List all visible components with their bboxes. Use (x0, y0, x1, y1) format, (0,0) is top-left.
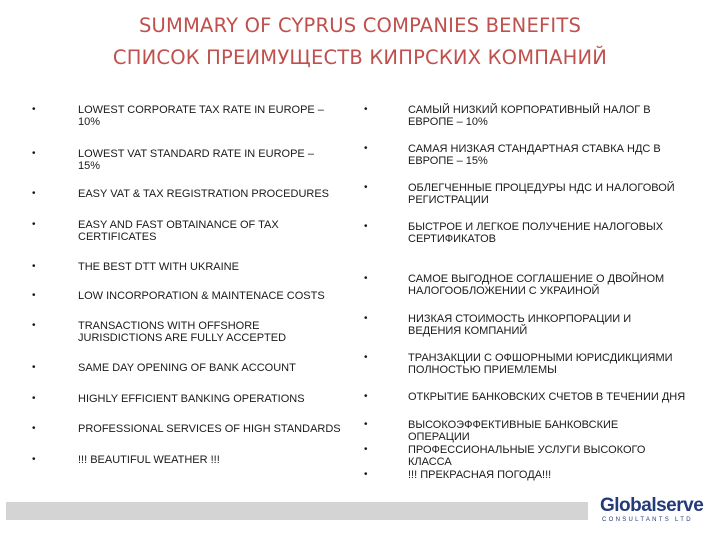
bullet: • (32, 290, 36, 301)
company-logo (600, 495, 712, 525)
page-title-russian: СПИСОК ПРЕИМУЩЕСТВ КИПРСКИХ КОМПАНИЙ (112, 46, 608, 69)
bullet: • (364, 221, 368, 232)
page-title-english: SUMMARY OF CYPRUS COMPANIES BENEFITS (138, 14, 582, 37)
bullet: • (364, 143, 368, 154)
bullet: • (32, 188, 36, 199)
footer-bar (6, 502, 588, 520)
bullet: • (32, 362, 36, 373)
logo-wordmark: Globalserve (600, 495, 704, 516)
bullet: • (364, 469, 368, 480)
bullet: • (364, 352, 368, 363)
bullet: • (364, 182, 368, 193)
bullet: • (32, 219, 36, 230)
bullet: • (32, 261, 36, 272)
bullet: • (32, 104, 36, 115)
bullet: • (32, 393, 36, 404)
bullet: • (364, 273, 368, 284)
logo-subtitle: CONSULTANTS LTD (602, 517, 693, 523)
bullet: • (32, 320, 36, 331)
bullet: • (32, 423, 36, 434)
bullet: • (364, 313, 368, 324)
bullet: • (32, 148, 36, 159)
bullet: • (364, 104, 368, 115)
bullet: • (364, 391, 368, 402)
bullet: • (364, 444, 368, 455)
bullet: • (32, 454, 36, 465)
bullet: • (364, 419, 368, 430)
